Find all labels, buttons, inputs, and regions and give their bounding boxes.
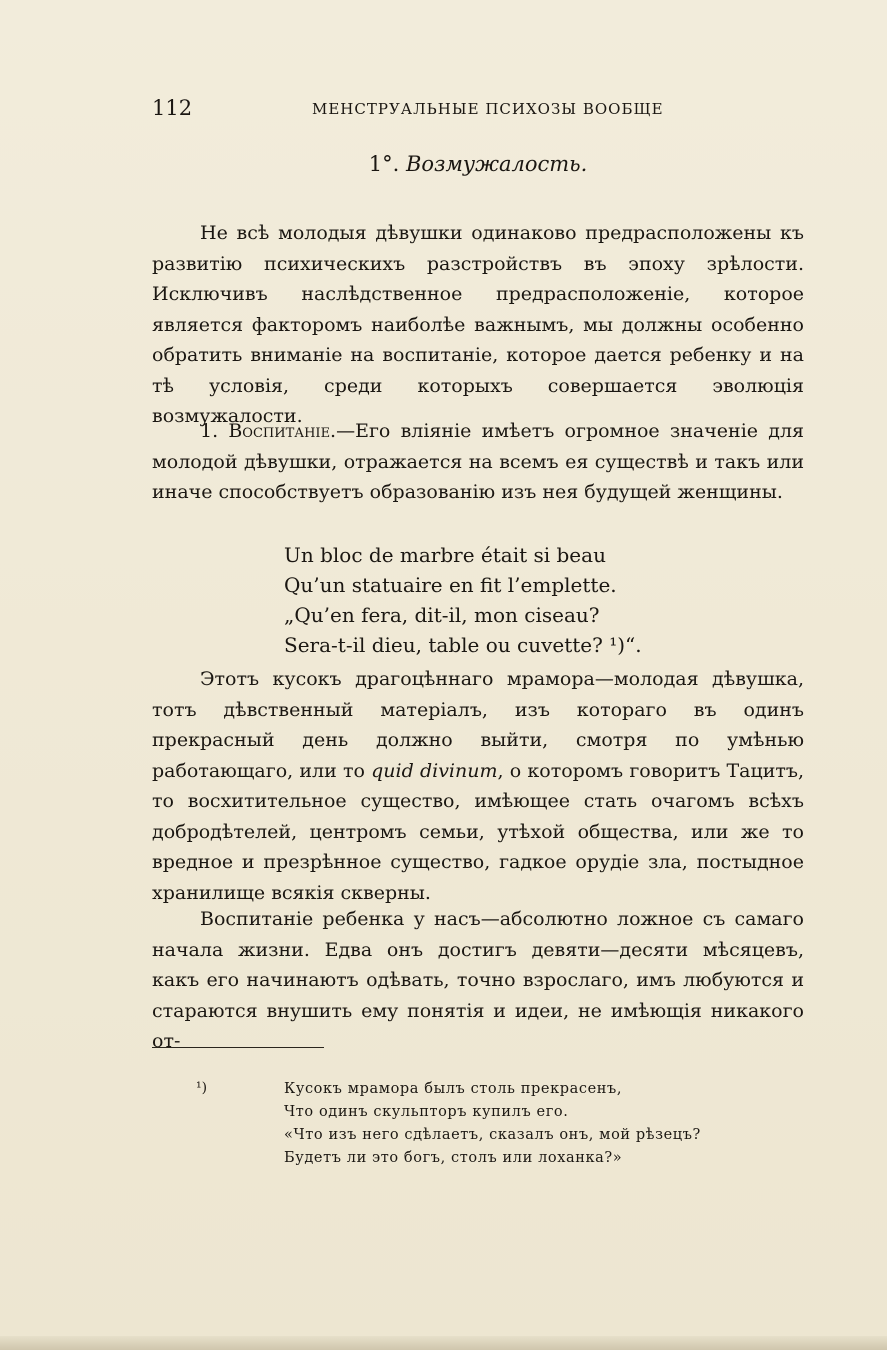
footnote-line: «Что изъ него сдѣлаетъ, сказалъ онъ, мой рѣзецъ? [284, 1127, 701, 1143]
footnote-mark: ¹) [196, 1080, 208, 1096]
paragraph-part: , о которомъ говоритъ Тацитъ, то восхитительное существо, имѣющее стать очагомъ всѣхъ добродѣтелей, центромъ семьи, утѣхой общества, или же то вредное и презрѣнное существо, гадкое орудіе зла, постыдное хранилище всякія скверны. [152, 759, 805, 904]
poem-line: Sera-t-il dieu, table ou cuvette? ¹)“. [284, 633, 642, 657]
running-head: МЕНСТРУАЛЬНЫЕ ПСИХОЗЫ ВООБЩЕ [312, 100, 664, 118]
paragraph-education [152, 416, 804, 508]
paragraph-marble [152, 664, 804, 908]
paragraph-intro [152, 218, 804, 432]
poem-line: Qu’un statuaire en fit l’emplette. [284, 573, 617, 597]
paragraph-text [152, 416, 804, 508]
paragraph-text: Воспитаніе ребенка у насъ—абсолютно ложное съ самаго начала жизни. Едва онъ достигъ девяти—десяти мѣсяцевъ, какъ его начинаютъ одѣвать, точно взрослаго, имъ любуются и стараются внушить ему понятія и идеи, не имѣющія никакого от- [152, 908, 804, 1052]
paragraph-upbringing [152, 904, 804, 1057]
page-number: 112 [152, 96, 193, 120]
paragraph-part: Этотъ кусокъ драгоцѣннаго мрамора—молодая дѣвушка, тотъ дѣвственный матеріалъ, изъ котораго въ одинъ прекрасный день должно выйти, смотря по умѣнью работающаго, или то [152, 668, 804, 782]
footnote-line: Что одинъ скульпторъ купилъ его. [284, 1104, 569, 1120]
latin-phrase: quid divinum [371, 759, 498, 782]
page-header [152, 96, 802, 126]
paragraph-lead: 1. Воспитаніе. [200, 420, 337, 442]
section-name: Возмужалость. [405, 152, 588, 176]
footnote-divider [152, 1047, 324, 1048]
paragraph-text: Не всѣ молодыя дѣвушки одинаково предрасположены къ развитію психическихъ разстройствъ въ эпоху зрѣлости. Исключивъ наслѣдственное предрасположеніе, которое является факторомъ наиболѣе важнымъ, мы должны особенно обратить вниманіе на воспитаніе, которое дается ребенку и на тѣ условія, среди которыхъ совершается эволюція возмужалости. [152, 222, 804, 427]
footnote-line: Будетъ ли это богъ, столъ или лоханка?» [284, 1150, 623, 1166]
section-number: 1°. [368, 152, 400, 176]
poem-line: Un bloc de marbre était si beau [284, 543, 606, 567]
page-edge [0, 1336, 887, 1350]
paragraph-text [152, 664, 804, 908]
poem-line: „Qu’en fera, dit-il, mon ciseau? [284, 603, 600, 627]
paragraph-body: —Его вліяніе имѣетъ огромное значеніе для молодой дѣвушки, отражается на всемъ ея существѣ и такъ или иначе способствуетъ образованію изъ нея будущей женщины. [152, 420, 804, 503]
poem-quote [284, 540, 704, 660]
footnote [284, 1078, 764, 1170]
footnote-line: Кусокъ мрамора былъ столь прекрасенъ, [284, 1081, 623, 1097]
section-title [152, 152, 804, 176]
